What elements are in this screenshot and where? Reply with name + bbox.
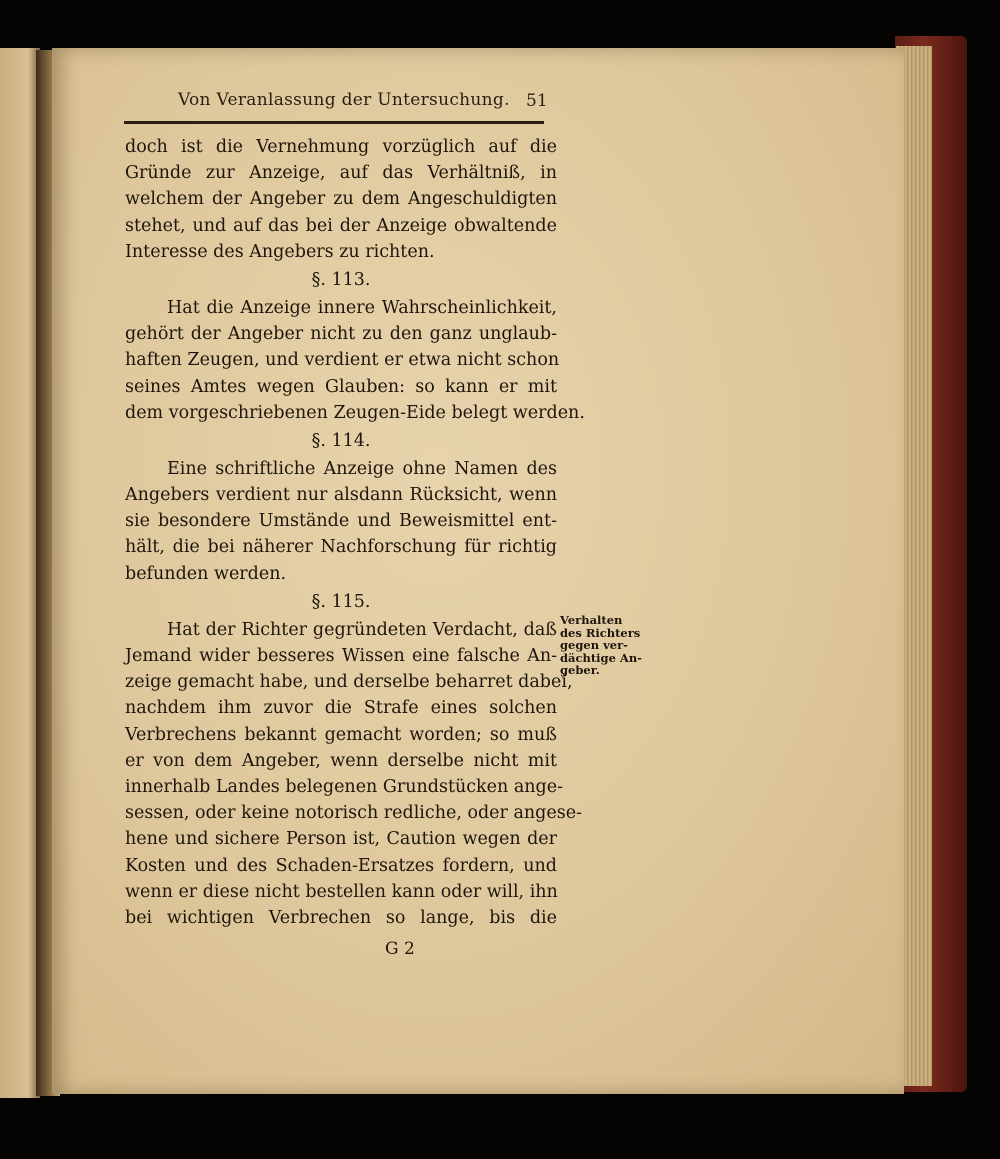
text-line: doch ist die Vernehmung vorzüglich auf die (125, 137, 557, 157)
text-line: sie besondere Umstände und Beweismittel ent- (125, 511, 557, 532)
text-line: Hat der Richter gegründeten Verdacht, daß (167, 619, 557, 640)
text-line: befunden werden. (125, 563, 287, 584)
text-line: Gründe zur Anzeige, auf das Verhältniß, in (125, 163, 557, 184)
text-line: Kosten und des Schaden-Ersatzes fordern, und (125, 855, 557, 876)
body-text (125, 134, 585, 931)
text-line: sessen, oder keine notorisch redliche, oder angese- (125, 803, 582, 824)
text-line: zeige gemacht habe, und derselbe beharret dabei, (125, 672, 573, 693)
margin-note-line: geber. (560, 663, 600, 677)
margin-note-line: gegen ver- (560, 638, 628, 652)
text-line: innerhalb Landes belegenen Grundstücken ange- (125, 776, 564, 797)
section-heading: §. 113. (311, 269, 371, 290)
header-rule (124, 121, 544, 124)
text-line: nachdem ihm zuvor die Strafe eines solchen (125, 698, 557, 719)
text-line: Verbrechens bekannt gemacht worden; so muß (125, 724, 557, 745)
section-heading: §. 115. (311, 591, 371, 612)
margin-note-line: dächtige An- (560, 650, 642, 665)
text-line: Jemand wider besseres Wissen eine falsche An- (125, 646, 557, 666)
text-line: haften Zeugen, und verdient er etwa nicht schon (125, 350, 560, 371)
margin-note-line: des Richters (560, 625, 641, 640)
text-line: Interesse des Angebers zu richten. (125, 241, 435, 262)
text-line: stehet, und auf das bei der Anzeige obwaltende (125, 215, 557, 236)
running-head: Von Veranlassung der Untersuchung. (178, 90, 510, 110)
text-line: welchem der Angeber zu dem Angeschuldigten (125, 189, 557, 210)
text-line: wenn er diese nicht bestellen kann oder will, ihn (125, 881, 558, 902)
text-line: hält, die bei näherer Nachforschung für richtig (125, 537, 557, 558)
text-line: gehört der Angeber nicht zu den ganz unglaub- (125, 324, 557, 345)
text-line: Hat die Anzeige innere Wahrscheinlichkeit, (167, 297, 557, 318)
signature-mark: G 2 (385, 939, 415, 959)
text-line: Eine schriftliche Anzeige ohne Namen des (167, 458, 557, 479)
text-line: seines Amtes wegen Glauben: so kann er mit (125, 376, 557, 397)
text-line: dem vorgeschriebenen Zeugen-Eide belegt werden. (125, 402, 585, 423)
margin-note (560, 614, 650, 677)
margin-note-line: Verhalten (560, 613, 623, 627)
facing-page-edge (0, 48, 40, 1098)
text-line: er von dem Angeber, wenn derselbe nicht mit (125, 750, 557, 771)
section-heading: §. 114. (311, 430, 371, 451)
page-number: 51 (526, 91, 548, 111)
text-line: bei wichtigen Verbrechen so lange, bis die (125, 907, 557, 928)
text-line: Angebers verdient nur alsdann Rücksicht, wenn (125, 485, 557, 506)
text-line: hene und sichere Person ist, Caution wegen der (125, 829, 557, 850)
